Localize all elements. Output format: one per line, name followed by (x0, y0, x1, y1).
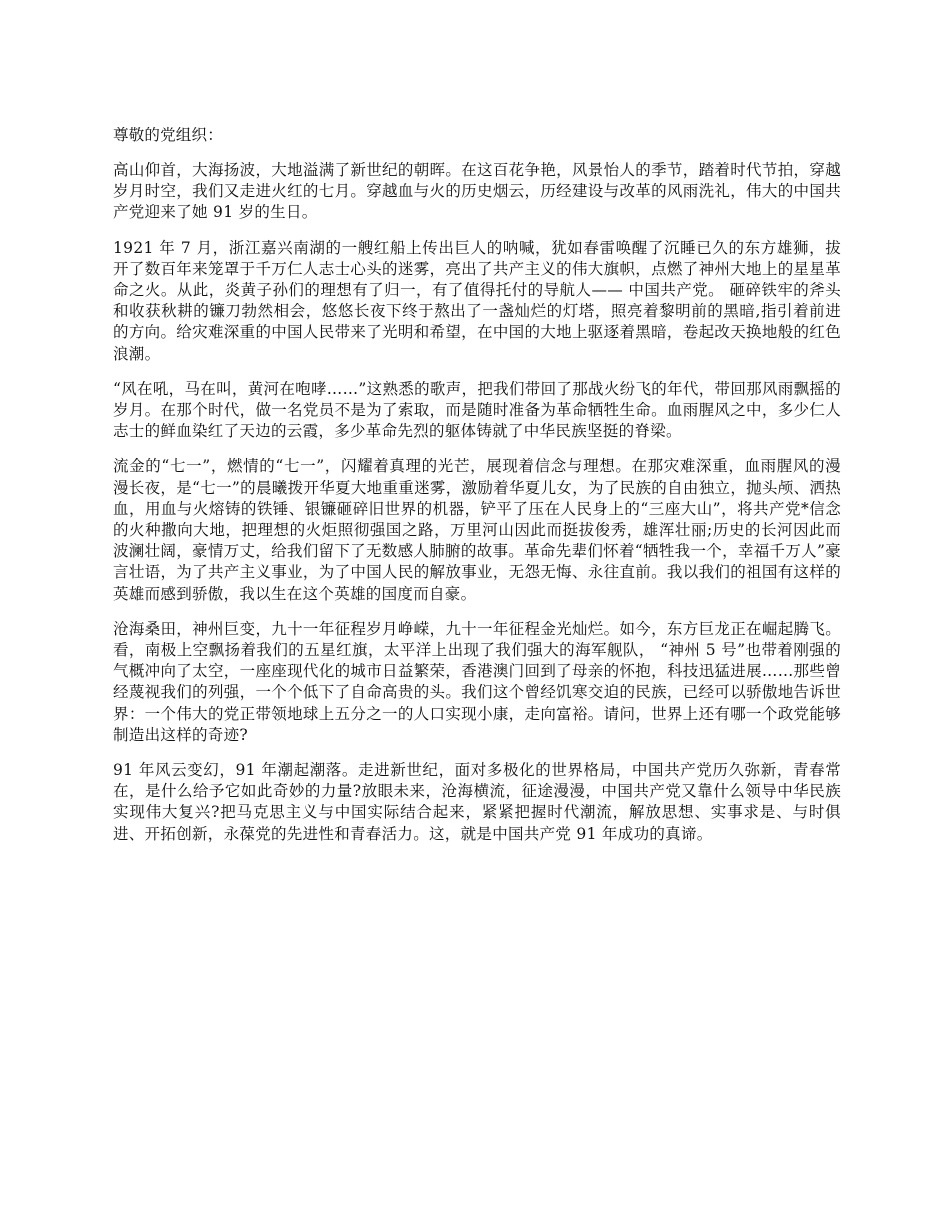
paragraph-6: 91 年风云变幻，91 年潮起潮落。走进新世纪，面对多极化的世界格局，中国共产党历久弥新，青春常在，是什么给予它如此奇妙的力量?放眼未来，沧海横流，征途漫漫，中国共产党又靠什么领导中华民族实现伟大复兴?把马克思主义与中国实际结合起来，紧紧把握时代潮流，解放思想、实事求是、与时俱进、开拓创新，永葆党的先进性和青春活力。这，就是中国共产党 91 年成功的真谛。 (113, 761, 841, 843)
document-page (113, 125, 841, 859)
paragraph-4: 流金的“七一”，燃情的“七一”，闪耀着真理的光芒，展现着信念与理想。在那灾难深重，血雨腥风的漫漫长夜，是“七一”的晨曦拨开华夏大地重重迷雾，激励着华夏儿女，为了民族的自由独立，抛头颅、洒热血，用血与火熔铸的铁锤、银镰砸碎旧世界的机器，铲平了压在人民身上的“三座大山”，将共产党*信念的火种撒向大地，把理想的火炬照彻强国之路，万里河山因此而挺拔俊秀，雄浑壮丽;历史的长河因此而波澜壮阔，豪情万丈，给我们留下了无数感人肺腑的故事。革命先辈们怀着“牺牲我一个，幸福千万人”豪言壮语，为了共产主义事业，为了中国人民的解放事业，无怨无悔、永往直前。我以我们的祖国有这样的英雄而感到骄傲，我以生在这个英雄的国度而自豪。 (113, 457, 841, 603)
paragraph-5: 沧海桑田，神州巨变，九十一年征程岁月峥嵘，九十一年征程金光灿烂。如今，东方巨龙正在崛起腾飞。看，南极上空飘扬着我们的五星红旗，太平洋上出现了我们强大的海军舰队， “神州 5 号”也带着刚强的气概冲向了太空，一座座现代化的城市日益繁荣，香港澳门回到了母亲的怀抱，科技迅猛进展……那些曾经蔑视我们的列强，一个个低下了自命高贵的头。我们这个曾经饥寒交迫的民族，已经可以骄傲地告诉世界：一个伟大的党正带领地球上五分之一的人口实现小康，走向富裕。请问，世界上还有哪一个政党能够制造出这样的奇迹? (113, 619, 841, 744)
paragraph-3: “风在吼，马在叫，黄河在咆哮……”这熟悉的歌声，把我们带回了那战火纷飞的年代，带回那风雨飘摇的岁月。在那个时代，做一名党员不是为了索取，而是随时准备为革命牺牲生命。血雨腥风之中，多少仁人志士的鲜血染红了天边的云霞，多少革命先烈的躯体铸就了中华民族坚挺的脊梁。 (113, 379, 841, 441)
paragraph-1: 高山仰首，大海扬波，大地溢满了新世纪的朝晖。在这百花争艳，风景怡人的季节，踏着时代节拍，穿越岁月时空，我们又走进火红的七月。穿越血与火的历史烟云，历经建设与改革的风雨洗礼，伟大的中国共产党迎来了她 91 岁的生日。 (113, 161, 841, 222)
salutation: 尊敬的党组织： (113, 126, 223, 144)
paragraph-2: 1921 年 7 月，浙江嘉兴南湖的一艘红船上传出巨人的呐喊，犹如春雷唤醒了沉睡已久的东方雄狮，拔开了数百年来笼罩于千万仁人志士心头的迷雾，亮出了共产主义的伟大旗帜，点燃了神州大地上的星星革命之火。从此，炎黄子孙们的理想有了归一，有了值得托付的导航人—— 中国共产党。 砸碎铁牢的斧头和收获秋耕的镰刀勃然相会，悠悠长夜下终于熬出了一盏灿烂的灯塔，照亮着黎明前的黑暗,指引着前进的方向。给灾难深重的中国人民带来了光明和希望，在中国的大地上驱逐着黑暗，卷起改天换地般的红色浪潮。 (113, 238, 841, 363)
